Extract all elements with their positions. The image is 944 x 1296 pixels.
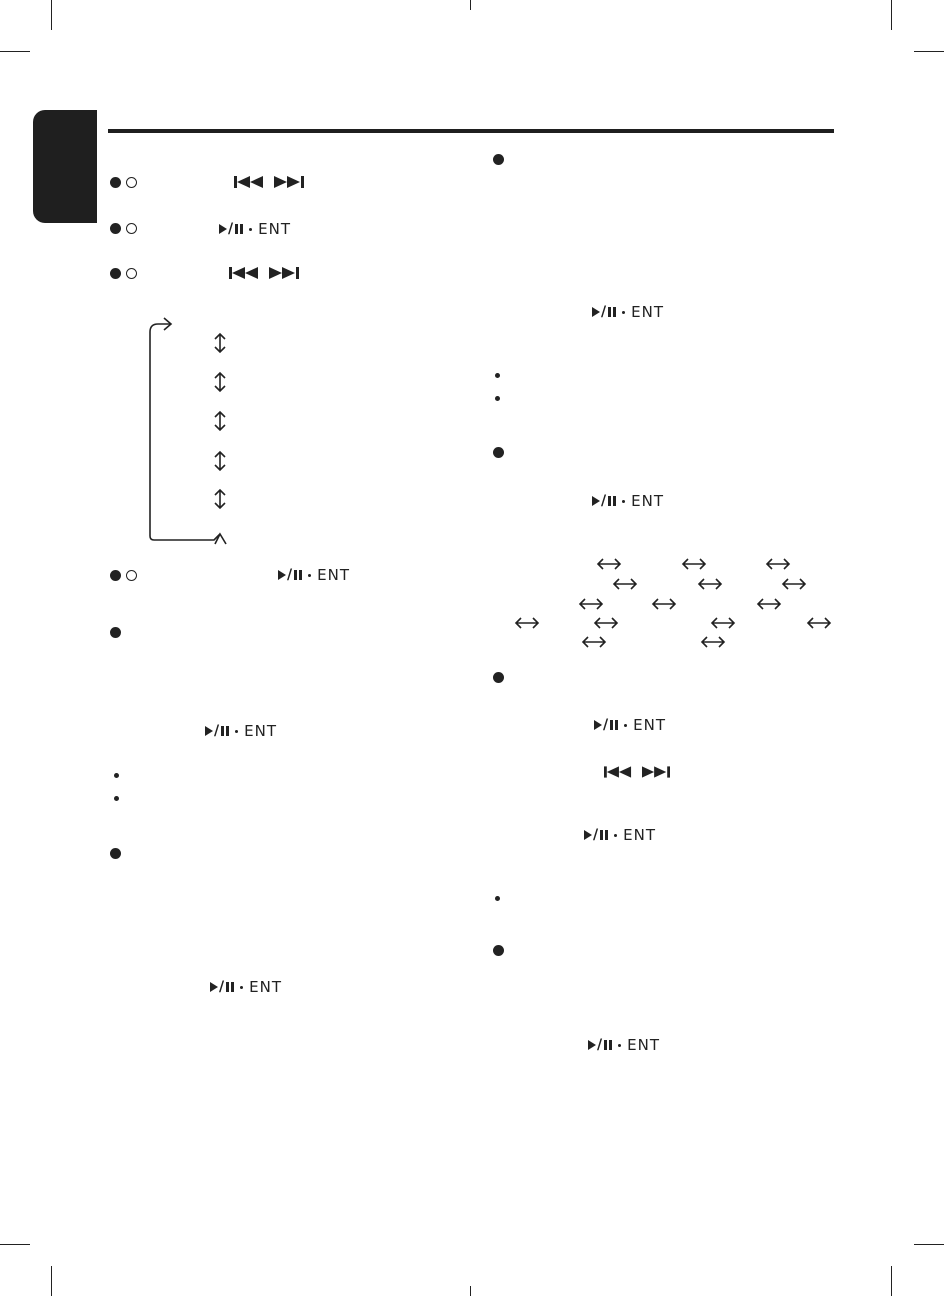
skip-buttons[interactable] [234, 174, 304, 190]
crop-mark [891, 0, 892, 30]
crop-mark [470, 1286, 471, 1296]
separator-dot [622, 500, 625, 503]
horizontal-double-arrow-icon [514, 616, 540, 630]
section-marker [493, 672, 504, 683]
ent-label: ENT [249, 978, 282, 996]
vertical-double-arrow-icon [212, 371, 228, 393]
crop-mark [51, 0, 52, 30]
skip-next-icon [269, 267, 299, 279]
section-marker [110, 848, 121, 859]
horizontal-double-arrow-icon [710, 616, 736, 630]
separator-dot [618, 1044, 621, 1047]
section-marker [493, 447, 504, 458]
bullet-icon [495, 396, 500, 401]
vertical-double-arrow-icon [212, 332, 228, 354]
horizontal-double-arrow-icon [596, 557, 622, 571]
play-pause-icon: / [592, 305, 616, 319]
separator-dot [308, 574, 311, 577]
vertical-double-arrow-icon [212, 488, 228, 510]
horizontal-double-arrow-icon [756, 597, 782, 611]
bullet-icon [495, 896, 500, 901]
ent-label: ENT [258, 220, 291, 238]
skip-buttons[interactable] [229, 265, 299, 281]
horizontal-double-arrow-icon [700, 635, 726, 649]
separator-dot [622, 311, 625, 314]
play-pause-icon: / [219, 222, 243, 236]
play-pause-icon: / [278, 568, 302, 582]
play-pause-icon: / [205, 724, 229, 738]
section-marker [110, 627, 121, 638]
horizontal-double-arrow-icon [681, 557, 707, 571]
ent-label: ENT [633, 716, 666, 734]
step-marker-filled [110, 268, 121, 279]
section-marker [493, 945, 504, 956]
horizontal-double-arrow-icon [651, 597, 677, 611]
separator-dot [249, 228, 252, 231]
step-marker-filled [110, 177, 121, 188]
ent-label: ENT [623, 826, 656, 844]
header-rule [108, 129, 834, 133]
bullet-icon [495, 373, 500, 378]
play-pause-ent-button[interactable] [588, 1037, 660, 1053]
play-pause-ent-button[interactable] [278, 567, 350, 583]
play-pause-ent-button[interactable] [205, 723, 277, 739]
crop-mark [0, 1244, 30, 1245]
skip-next-icon [642, 766, 670, 778]
separator-dot [240, 986, 243, 989]
horizontal-double-arrow-icon [612, 577, 638, 591]
play-pause-ent-button[interactable] [210, 979, 282, 995]
crop-mark [891, 1266, 892, 1296]
play-pause-icon: / [588, 1038, 612, 1052]
horizontal-double-arrow-icon [578, 597, 604, 611]
skip-previous-icon [604, 766, 632, 778]
step-marker-ring [126, 570, 137, 581]
play-pause-ent-button[interactable] [594, 717, 666, 733]
section-marker [493, 154, 504, 165]
separator-dot [235, 730, 238, 733]
skip-previous-icon [229, 267, 259, 279]
horizontal-double-arrow-icon [781, 577, 807, 591]
step-marker-ring [126, 268, 137, 279]
play-pause-ent-button[interactable] [592, 493, 664, 509]
crop-mark [914, 1244, 944, 1245]
crop-mark [914, 51, 944, 52]
horizontal-double-arrow-icon [593, 616, 619, 630]
separator-dot [624, 724, 627, 727]
ent-label: ENT [631, 303, 664, 321]
ent-label: ENT [631, 492, 664, 510]
play-pause-icon: / [210, 980, 234, 994]
step-marker-filled [110, 570, 121, 581]
bullet-icon [114, 773, 119, 778]
vertical-double-arrow-icon [212, 410, 228, 432]
ent-label: ENT [627, 1036, 660, 1054]
step-marker-ring [126, 177, 137, 188]
crop-mark [0, 51, 30, 52]
language-tab [33, 110, 97, 223]
play-pause-icon: / [594, 718, 618, 732]
horizontal-double-arrow-icon [581, 635, 607, 649]
play-pause-ent-button[interactable] [592, 304, 664, 320]
skip-next-icon [274, 176, 304, 188]
play-pause-icon: / [592, 494, 616, 508]
bullet-icon [114, 796, 119, 801]
ent-label: ENT [244, 722, 277, 740]
play-pause-icon: / [584, 828, 608, 842]
separator-dot [614, 834, 617, 837]
step-marker-filled [110, 223, 121, 234]
horizontal-double-arrow-icon [697, 577, 723, 591]
crop-mark [51, 1266, 52, 1296]
crop-mark [470, 0, 471, 10]
ent-label: ENT [317, 566, 350, 584]
play-pause-ent-button[interactable] [219, 221, 291, 237]
step-marker-ring [126, 223, 137, 234]
horizontal-double-arrow-icon [765, 557, 791, 571]
skip-buttons[interactable] [604, 764, 670, 780]
horizontal-double-arrow-icon [806, 616, 832, 630]
vertical-double-arrow-icon [212, 450, 228, 472]
skip-previous-icon [234, 176, 264, 188]
play-pause-ent-button[interactable] [584, 827, 656, 843]
